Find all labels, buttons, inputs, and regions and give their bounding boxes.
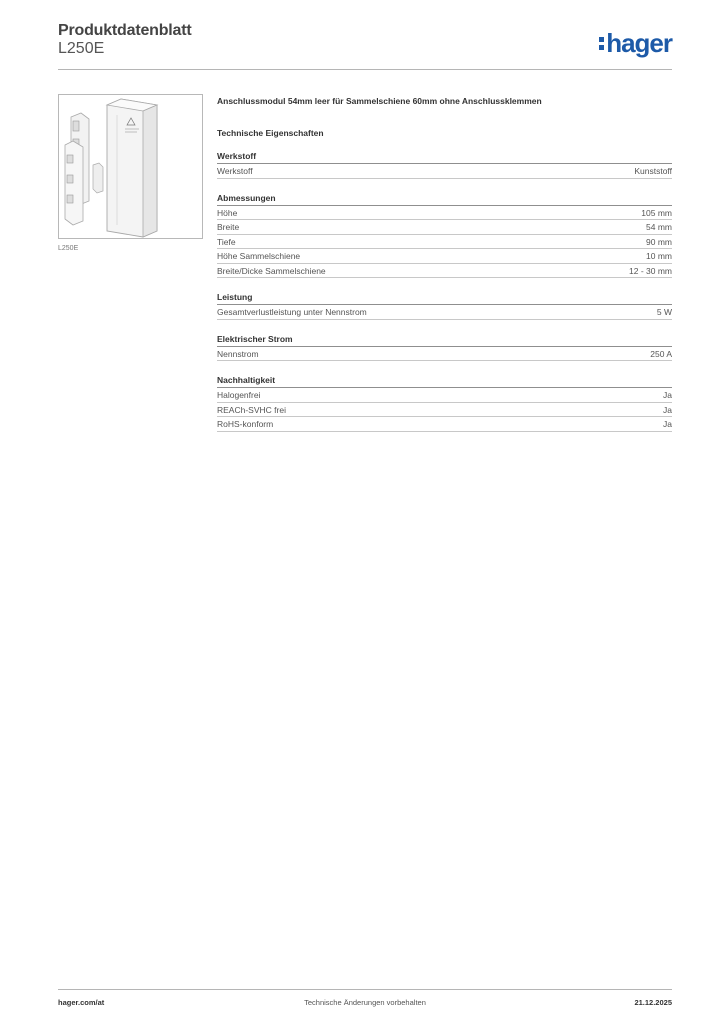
spec-group-title: Nachhaltigkeit [217,375,672,388]
spec-label: REACh-SVHC frei [217,404,286,415]
spec-value: 90 mm [646,236,672,247]
spec-row [217,264,672,279]
spec-row [217,220,672,235]
spec-group-title: Elektrischer Strom [217,334,672,347]
spec-group-title: Werkstoff [217,151,672,164]
document-title: Produktdatenblatt [58,22,192,39]
spec-group-elektrischer-strom [217,334,672,362]
spec-value: Kunststoff [634,166,672,176]
spec-value: 5 W [656,307,672,317]
header-divider [58,69,672,70]
spec-group-title: Abmessungen [217,193,672,206]
spec-label: Breite [217,222,240,232]
spec-row [217,305,672,320]
footer-website-link[interactable]: hager.com/at [58,998,105,1007]
spec-value: 250 A [650,348,672,359]
connection-module-illustration [59,95,202,238]
logo-mark-icon [599,37,604,53]
footer-divider [58,989,672,990]
spec-row [217,403,672,418]
spec-value: 12 - 30 mm [629,265,672,276]
spec-label: RoHS-konform [217,419,274,429]
spec-group-leistung [217,292,672,320]
spec-row [217,417,672,432]
spec-label: Breite/Dicke Sammelschiene [217,265,326,276]
spec-row [217,164,672,179]
spec-row [217,249,672,264]
spec-label: Werkstoff [217,166,253,176]
logo-text: hager [606,28,672,58]
image-caption: L250E [58,245,79,252]
product-details [217,96,672,432]
spec-row [217,388,672,403]
hager-logo [599,28,672,59]
spec-row [217,347,672,362]
spec-label: Gesamtverlustleistung unter Nennstrom [217,307,367,317]
spec-group-abmessungen [217,193,672,279]
spec-value: 54 mm [646,222,672,232]
article-number: L250E [58,40,105,57]
spec-value: Ja [663,390,672,400]
spec-label: Höhe [217,207,238,218]
spec-value: 105 mm [641,207,672,218]
product-description: Anschlussmodul 54mm leer für Sammelschiene 60mm ohne Anschlussklemmen [217,96,542,106]
spec-group-werkstoff [217,151,672,179]
spec-row [217,235,672,250]
section-title: Technische Eigenschaften [217,128,324,138]
spec-row [217,206,672,221]
spec-label: Halogenfrei [217,390,261,400]
spec-group-title: Leistung [217,292,672,305]
spec-group-nachhaltigkeit [217,375,672,432]
spec-label: Höhe Sammelschiene [217,251,301,261]
footer-date: 21.12.2025 [634,998,672,1007]
footer-disclaimer: Technische Änderungen vorbehalten [304,998,426,1007]
spec-label: Tiefe [217,236,236,247]
product-image [58,94,203,239]
spec-value: Ja [663,404,672,415]
spec-value: 10 mm [646,251,672,261]
spec-value: Ja [663,419,672,429]
spec-label: Nennstrom [217,348,259,359]
page-header [58,22,672,70]
